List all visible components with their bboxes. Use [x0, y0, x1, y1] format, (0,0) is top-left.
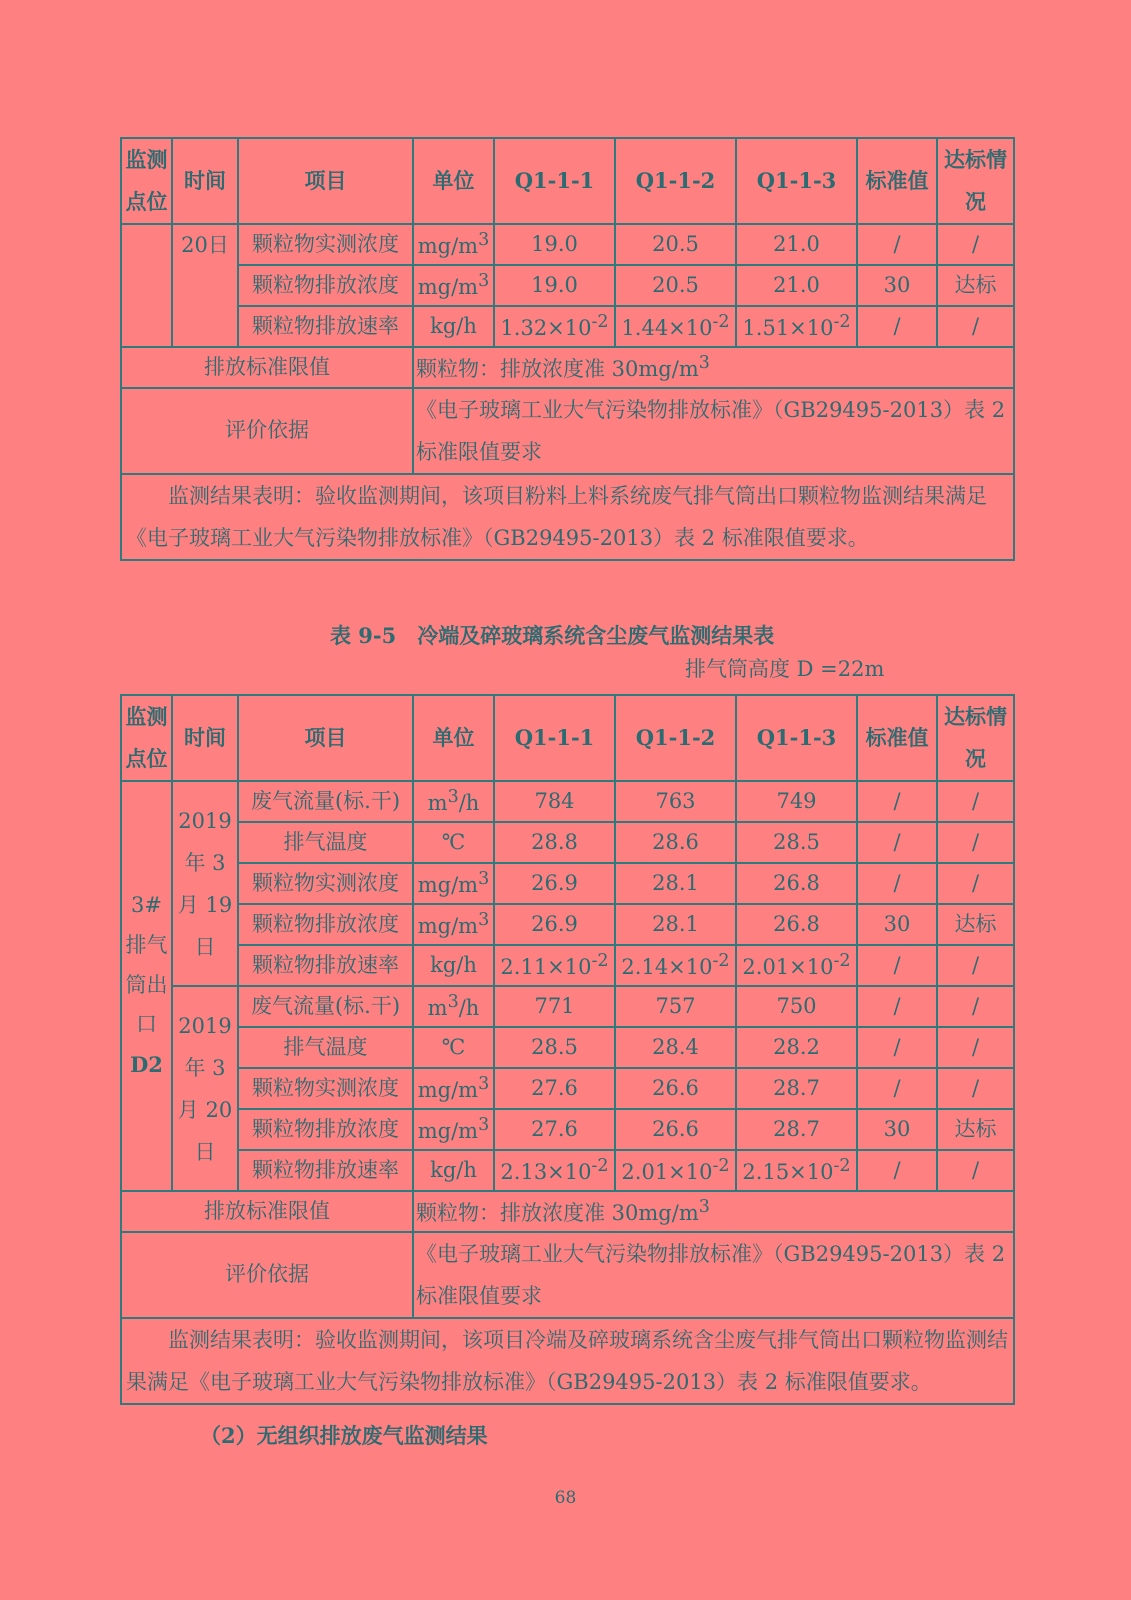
- table-row: [121, 1109, 1014, 1150]
- header-cell: Q1-1-1: [494, 695, 615, 781]
- header-cell: Q1-1-2: [615, 695, 736, 781]
- result-cell: 达标: [937, 904, 1014, 945]
- table-row: [121, 306, 1014, 347]
- value-cell: 21.0: [736, 265, 857, 306]
- limit-label: 排放标准限值: [121, 1191, 413, 1232]
- header-cell: 监测点位: [121, 695, 172, 781]
- standard-cell: /: [857, 945, 937, 986]
- header-cell: 标准值: [857, 138, 937, 224]
- value-cell: 26.8: [736, 863, 857, 904]
- table-row: [121, 904, 1014, 945]
- table-row: [121, 822, 1014, 863]
- standard-cell: /: [857, 822, 937, 863]
- value-cell: 27.6: [494, 1068, 615, 1109]
- conclusion-text: 监测结果表明：验收监测期间，该项目粉料上料系统废气排气筒出口颗粒物监测结果满足《电子玻璃工业大气污染物排放标准》（GB29495-2013）表 2 标准限值要求。: [121, 474, 1014, 560]
- unit-cell: $mg/m^3$: [413, 863, 494, 904]
- value-cell: 28.1: [615, 863, 736, 904]
- value-cell: 750: [736, 986, 857, 1027]
- result-cell: /: [937, 306, 1014, 347]
- standard-cell: /: [857, 1150, 937, 1191]
- value-cell: $1.44\times 10^{-2}$: [615, 306, 736, 347]
- basis-label: 评价依据: [121, 388, 413, 474]
- unit-cell: $m^3/h$: [413, 781, 494, 822]
- unit-cell: $mg/m^3$: [413, 904, 494, 945]
- table-row: [121, 863, 1014, 904]
- header-cell: 单位: [413, 138, 494, 224]
- item-cell: 排气温度: [238, 1027, 413, 1068]
- header-cell: Q1-1-2: [615, 138, 736, 224]
- value-cell: 28.5: [494, 1027, 615, 1068]
- item-cell: 废气流量(标.干): [238, 781, 413, 822]
- value-cell: 20.5: [615, 224, 736, 265]
- basis-value: 《电子玻璃工业大气污染物排放标准》（GB29495-2013）表 2 标准限值要求: [413, 388, 1014, 474]
- unit-cell: ℃: [413, 822, 494, 863]
- table-caption: 表 9-5 冷端及碎玻璃系统含尘废气监测结果表: [330, 623, 775, 648]
- basis-label: 评价依据: [121, 1232, 413, 1318]
- standard-cell: 30: [857, 1109, 937, 1150]
- value-cell: $1.32\times 10^{-2}$: [494, 306, 615, 347]
- value-cell: 28.4: [615, 1027, 736, 1068]
- result-cell: /: [937, 863, 1014, 904]
- result-cell: /: [937, 1150, 1014, 1191]
- header-cell: Q1-1-1: [494, 138, 615, 224]
- limit-value: 颗粒物：排放浓度准 $30mg/m^3$: [413, 347, 1014, 388]
- value-cell: 26.9: [494, 863, 615, 904]
- page-number: 68: [554, 1488, 577, 1508]
- value-cell: 749: [736, 781, 857, 822]
- value-cell: 21.0: [736, 224, 857, 265]
- value-cell: 27.6: [494, 1109, 615, 1150]
- header-cell: 达标情况: [937, 695, 1014, 781]
- value-cell: 28.8: [494, 822, 615, 863]
- limit-label: 排放标准限值: [121, 347, 413, 388]
- standard-cell: 30: [857, 265, 937, 306]
- table-row: [121, 224, 1014, 265]
- item-cell: 颗粒物排放浓度: [238, 265, 413, 306]
- header-cell: 单位: [413, 695, 494, 781]
- header-cell: 标准值: [857, 695, 937, 781]
- value-cell: 28.5: [736, 822, 857, 863]
- header-cell: 项目: [238, 138, 413, 224]
- date-cell: 2019 年 3 月 20 日: [172, 986, 238, 1191]
- standard-cell: 30: [857, 904, 937, 945]
- header-cell: 监测点位: [121, 138, 172, 224]
- result-cell: /: [937, 822, 1014, 863]
- value-cell: 28.6: [615, 822, 736, 863]
- monitoring-table-1: [120, 137, 1015, 561]
- unit-cell: $mg/m^3$: [413, 1109, 494, 1150]
- value-cell: $2.14\times 10^{-2}$: [615, 945, 736, 986]
- conclusion-text: 监测结果表明：验收监测期间，该项目冷端及碎玻璃系统含尘废气排气筒出口颗粒物监测结果满足《电子玻璃工业大气污染物排放标准》（GB29495-2013）表 2 标准限值要求。: [121, 1318, 1014, 1404]
- site-cell: 3#排气筒出口 D2: [121, 781, 172, 1191]
- unit-cell: kg/h: [413, 306, 494, 347]
- result-cell: 达标: [937, 1109, 1014, 1150]
- item-cell: 颗粒物实测浓度: [238, 863, 413, 904]
- result-cell: /: [937, 1027, 1014, 1068]
- table-row: [121, 1027, 1014, 1068]
- stack-height: 排气筒高度 D =22m: [685, 657, 885, 681]
- header-cell: Q1-1-3: [736, 138, 857, 224]
- table-row: [121, 986, 1014, 1027]
- value-cell: 763: [615, 781, 736, 822]
- value-cell: 28.1: [615, 904, 736, 945]
- table-row: [121, 945, 1014, 986]
- item-cell: 废气流量(标.干): [238, 986, 413, 1027]
- value-cell: 28.2: [736, 1027, 857, 1068]
- basis-row: [121, 1232, 1014, 1318]
- item-cell: 排气温度: [238, 822, 413, 863]
- conclusion-row: [121, 1318, 1014, 1404]
- limit-row: [121, 1191, 1014, 1232]
- unit-cell: $m^3/h$: [413, 986, 494, 1027]
- item-cell: 颗粒物排放速率: [238, 945, 413, 986]
- value-cell: 19.0: [494, 265, 615, 306]
- table-row: [121, 1150, 1014, 1191]
- header-cell: 项目: [238, 695, 413, 781]
- value-cell: 28.7: [736, 1068, 857, 1109]
- value-cell: $2.01\times 10^{-2}$: [736, 945, 857, 986]
- basis-value: 《电子玻璃工业大气污染物排放标准》（GB29495-2013）表 2 标准限值要求: [413, 1232, 1014, 1318]
- item-cell: 颗粒物实测浓度: [238, 1068, 413, 1109]
- standard-cell: /: [857, 986, 937, 1027]
- section-heading: （2）无组织排放废气监测结果: [200, 1423, 488, 1448]
- unit-cell: kg/h: [413, 945, 494, 986]
- conclusion-row: [121, 474, 1014, 560]
- value-cell: $1.51\times 10^{-2}$: [736, 306, 857, 347]
- value-cell: 20.5: [615, 265, 736, 306]
- unit-cell: $mg/m^3$: [413, 224, 494, 265]
- unit-cell: $mg/m^3$: [413, 265, 494, 306]
- value-cell: 26.6: [615, 1109, 736, 1150]
- value-cell: 771: [494, 986, 615, 1027]
- value-cell: 28.7: [736, 1109, 857, 1150]
- table-row: [121, 1068, 1014, 1109]
- header-cell: Q1-1-3: [736, 695, 857, 781]
- result-cell: /: [937, 1068, 1014, 1109]
- item-cell: 颗粒物排放速率: [238, 306, 413, 347]
- value-cell: 26.9: [494, 904, 615, 945]
- standard-cell: /: [857, 863, 937, 904]
- table-row: [121, 781, 1014, 822]
- limit-value: 颗粒物：排放浓度准 $30mg/m^3$: [413, 1191, 1014, 1232]
- unit-cell: kg/h: [413, 1150, 494, 1191]
- basis-row: [121, 388, 1014, 474]
- result-cell: /: [937, 986, 1014, 1027]
- table-header-row: [121, 695, 1014, 781]
- value-cell: 784: [494, 781, 615, 822]
- item-cell: 颗粒物排放浓度: [238, 904, 413, 945]
- table-header-row: [121, 138, 1014, 224]
- standard-cell: /: [857, 1027, 937, 1068]
- result-cell: /: [937, 224, 1014, 265]
- date-cell: 20日: [172, 224, 238, 347]
- header-cell: 达标情况: [937, 138, 1014, 224]
- header-cell: 时间: [172, 138, 238, 224]
- value-cell: $2.01\times 10^{-2}$: [615, 1150, 736, 1191]
- value-cell: 26.6: [615, 1068, 736, 1109]
- site-cell: [121, 224, 172, 347]
- result-cell: 达标: [937, 265, 1014, 306]
- value-cell: $2.13\times 10^{-2}$: [494, 1150, 615, 1191]
- value-cell: 19.0: [494, 224, 615, 265]
- table-row: [121, 265, 1014, 306]
- unit-cell: ℃: [413, 1027, 494, 1068]
- standard-cell: /: [857, 1068, 937, 1109]
- result-cell: /: [937, 945, 1014, 986]
- item-cell: 颗粒物排放浓度: [238, 1109, 413, 1150]
- monitoring-table-2: [120, 694, 1015, 1405]
- unit-cell: $mg/m^3$: [413, 1068, 494, 1109]
- standard-cell: /: [857, 306, 937, 347]
- result-cell: /: [937, 781, 1014, 822]
- value-cell: 757: [615, 986, 736, 1027]
- value-cell: $2.11\times 10^{-2}$: [494, 945, 615, 986]
- item-cell: 颗粒物排放速率: [238, 1150, 413, 1191]
- header-cell: 时间: [172, 695, 238, 781]
- value-cell: $2.15\times 10^{-2}$: [736, 1150, 857, 1191]
- standard-cell: /: [857, 781, 937, 822]
- date-cell: 2019 年 3 月 19 日: [172, 781, 238, 986]
- value-cell: 26.8: [736, 904, 857, 945]
- standard-cell: /: [857, 224, 937, 265]
- limit-row: [121, 347, 1014, 388]
- item-cell: 颗粒物实测浓度: [238, 224, 413, 265]
